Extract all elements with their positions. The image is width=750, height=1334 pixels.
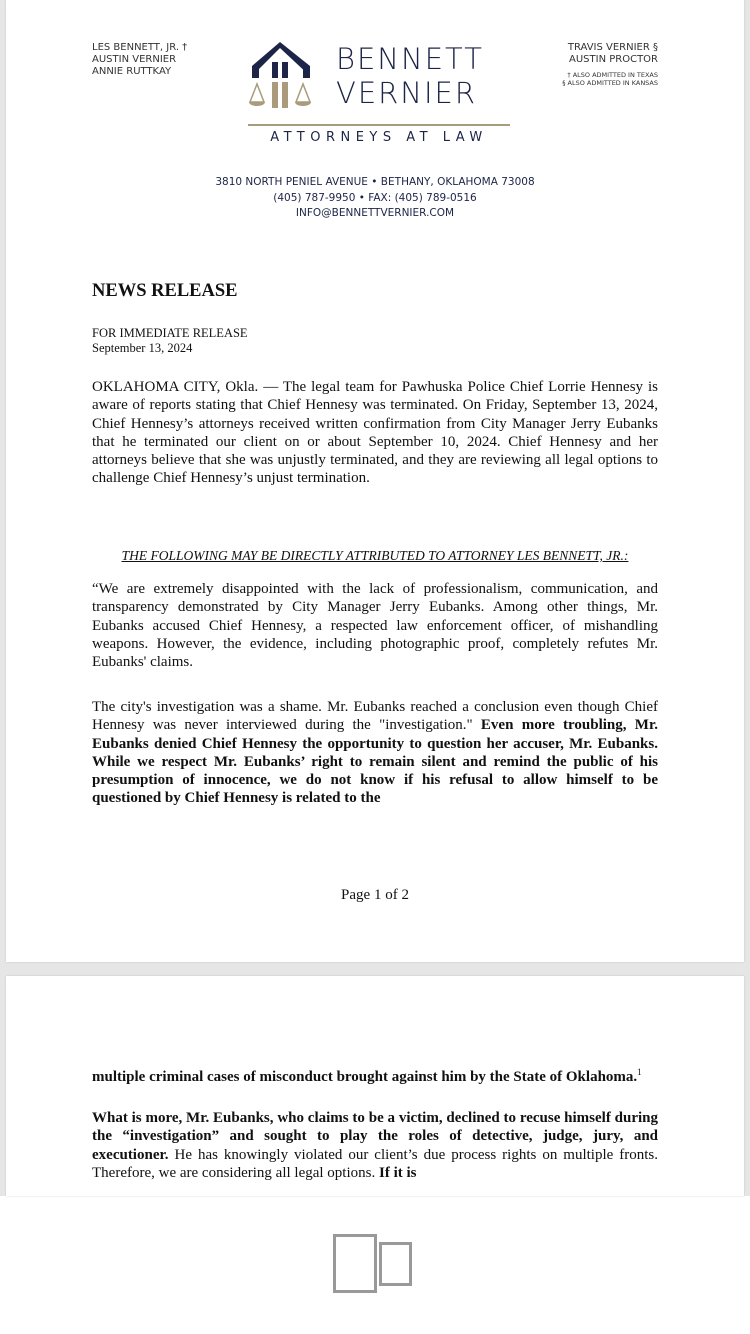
contact-info bbox=[6, 175, 744, 222]
paragraph: “We are extremely disappointed with the lack of professionalism, communication, and transparency demonstrated by City Manager Jerry Eubanks. Among other things, Mr. Eubanks accused Chief Hennesy, a respected law enforcement officer, of mishandling weapons. However, the evidence, including photographic proof, completely refutes Mr. Eubanks' claims. bbox=[92, 581, 658, 671]
page-1 bbox=[6, 0, 744, 962]
paragraph: multiple criminal cases of misconduct brought against him by the State of Oklahoma.$^1$ bbox=[92, 1067, 642, 1085]
divider bbox=[248, 124, 510, 126]
paragraph: What is more, Mr. Eubanks, who claims to be a victim, declined to recuse himself during the “investigation” and sought to play the roles of detective, judge, jury, and executioner. He has knowingly violated our client’s due process rights on multiple fronts. Therefore, we are considering all legal options. If it is bbox=[92, 1110, 658, 1181]
paragraph: The city's investigation was a shame. Mr. Eubanks reached a conclusion even though Chief Hennesy was never interviewed during the "investigation." Even more troubling, Mr. Eubanks denied Chief Hennesy the opportunity to question her accuser, Mr. Eubanks. While we respect Mr. Eubanks’ right to remain silent and remind the public of his presumption of innocence, we do not know if his refusal to allow himself to be questioned by Chief Hennesy is related to the bbox=[92, 699, 658, 807]
firm-name: BENNETT VERNIER bbox=[336, 42, 484, 110]
attorney-name: LES BENNETT, JR. † bbox=[92, 42, 188, 53]
release-date: September 13, 2024 bbox=[92, 341, 193, 355]
page-title: NEWS RELEASE bbox=[92, 281, 238, 301]
attorney-name: AUSTIN PROCTOR bbox=[569, 54, 658, 65]
address: 3810 NORTH PENIEL AVENUE • BETHANY, OKLAHOMA 73008 bbox=[215, 176, 535, 188]
firm-tagline: ATTORNEYS AT LAW bbox=[270, 130, 488, 145]
courthouse-scales-icon bbox=[248, 42, 328, 112]
page-2 bbox=[6, 976, 744, 1196]
release-info bbox=[92, 326, 248, 356]
left-attorney-list bbox=[92, 42, 187, 78]
attribution-heading: THE FOLLOWING MAY BE DIRECTLY ATTRIBUTED TO ATTORNEY LES BENNETT, JR.: bbox=[121, 548, 629, 563]
admission-note: § ALSO ADMITTED IN KANSAS bbox=[562, 79, 658, 87]
thumbnail-page-2[interactable] bbox=[379, 1242, 412, 1286]
attorney-name: ANNIE RUTTKAY bbox=[92, 66, 172, 77]
right-attorney-list bbox=[562, 42, 658, 87]
paragraph: OKLAHOMA CITY, Okla. — The legal team for Pawhuska Police Chief Lorrie Hennesy is aware of reports stating that Chief Hennesy was terminated. On Friday, September 13, 2024, Chief Hennesy’s attorneys received written confirmation from City Manager Jerry Eubanks that he terminated our client on or about September 10, 2024. Chief Hennesy and her attorneys believe that she was unjustly terminated, and they are reviewing all legal options to challenge Chief Hennesy’s unjust termination. bbox=[92, 379, 658, 487]
footnote-marker: 1 bbox=[637, 1067, 642, 1077]
attorney-name: AUSTIN VERNIER bbox=[92, 54, 177, 65]
release-status: FOR IMMEDIATE RELEASE bbox=[92, 326, 248, 340]
attorney-name: TRAVIS VERNIER § bbox=[567, 42, 658, 53]
email[interactable]: INFO@BENNETTVERNIER.COM bbox=[295, 207, 455, 219]
phone: (405) 787-9950 • FAX: (405) 789-0516 bbox=[273, 191, 477, 204]
page-number: Page 1 of 2 bbox=[341, 887, 409, 903]
thumbnail-page-1[interactable] bbox=[333, 1234, 377, 1293]
admission-note: † ALSO ADMITTED IN TEXAS bbox=[567, 71, 658, 79]
